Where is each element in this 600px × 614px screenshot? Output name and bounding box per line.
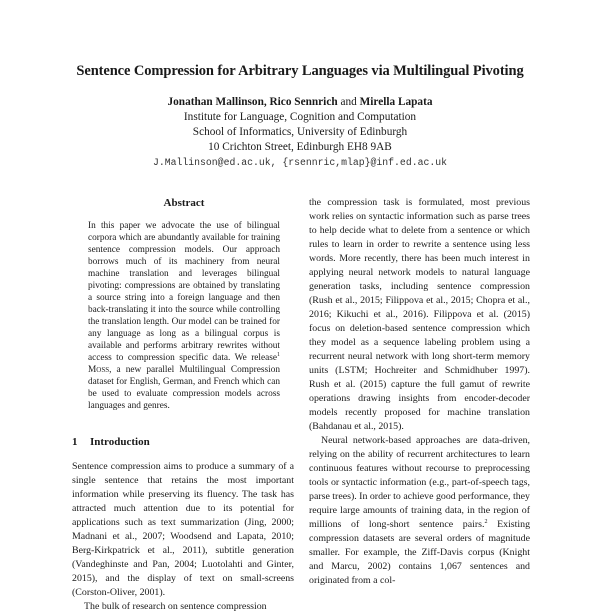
paper-title: Sentence Compression for Arbitrary Languages via Multilingual Pivoting [76,63,524,79]
affiliation-school: School of Informatics, University of Edinburgh [192,126,408,138]
author-names-and: and [340,96,357,108]
footnote-2-marker: 2 [484,519,488,525]
footnote-1-marker: 1 [277,352,280,358]
section-number: 1 [72,436,78,448]
abstract-text-2: , a new parallel Multilingual Compression dataset for English, German, and French which can be used to evaluate compression models across languages and genres. [88,365,280,411]
author-names-a: Jonathan Mallinson, Rico Sennrich [167,96,338,108]
moss-dataset-name: Moss [88,365,110,375]
abstract-paragraph [88,220,280,412]
right-paragraph-2-text: Neural network-based approaches are data-driven, relying on the ability of recurrent architectures to learn continuous features without recourse to preprocessing tools or syntactic information (e.g., part-of-speech tags, parse trees). In order to achieve good performance, they require large amounts of training data, in the region of millions of long-short sentence pairs. [309,435,530,530]
intro-paragraph-2: The bulk of research on sentence compression [84,601,267,612]
section-heading-introduction [72,436,302,448]
affiliation-institute: Institute for Language, Cognition and Computation [183,111,417,123]
author-names [0,95,600,110]
right-paragraph-2-tail: Existing compression datasets are several orders of magnitude smaller. For example, the Ziff-Davis corpus (Knight and Marcu, 2002) contains 1,067 sentences and originated from a col- [309,519,531,586]
introduction-body [72,460,294,614]
author-block [0,95,600,170]
section-title: Introduction [90,436,150,448]
author-emails: J.Mallinson@ed.ac.uk, {rsennric,mlap}@inf.ed.ac.uk [153,157,447,168]
intro-paragraph-1: Sentence compression aims to produce a summary of a single sentence that retains the most important information while preserving its fluency. The task has attracted much attention due to its potential for applications such as text summarization (Jing, 2000; Madnani et al., 2007; Woodsend and Lapata, 2010; Berg-Kirkpatrick et al., 2011), subtitle generation (Vandeghinste and Pan, 2004; Luotolahti and Ginter, 2015), and the display of text on small-screens (Corston-Oliver, 2001). [72,461,294,598]
abstract-text-1: In this paper we advocate the use of bilingual corpora which are abundantly available for training sentence compression models. Our approach borrows much of its machinery from neural machine translation and leverages bilingual pivoting: compressions are obtained by translating a source string into a foreign language and then back-translating it into the source while controlling the translation length. Our model can be trained for any language as long as a bilingual corpus is available and performs arbitrary rewrites without access to compression specific data. We release [88,221,280,363]
right-paragraph-1: the compression task is formulated, most previous work relies on syntactic information such as parse trees to help decide what to delete from a sentence or which rules to learn in order to rewrite a sentence using less words. More recently, there has been much interest in applying neural network models to natural language generation tasks, including sentence compression (Rush et al., 2015; Filippova et al., 2015; Chopra et al., 2016; Kikuchi et al., 2016). Filippova et al. (2015) focus on deletion-based sentence compression which they model as a sequence labeling problem using a recurrent neural network with long short-term memory units (LSTM; Hochreiter and Schmidhuber 1997). Rush et al. (2015) capture the full gamut of rewrite operations drawing insights from encoder-decoder models recently proposed for machine translation (Bahdanau et al., 2015). [309,197,530,432]
right-column-body [309,196,530,588]
right-paragraph-2 [309,434,530,588]
author-names-b: Mirella Lapata [359,96,433,108]
affiliation-address: 10 Crichton Street, Edinburgh EH8 9AB [208,141,392,153]
abstract-heading: Abstract [163,197,205,209]
abstract-body [88,220,280,412]
